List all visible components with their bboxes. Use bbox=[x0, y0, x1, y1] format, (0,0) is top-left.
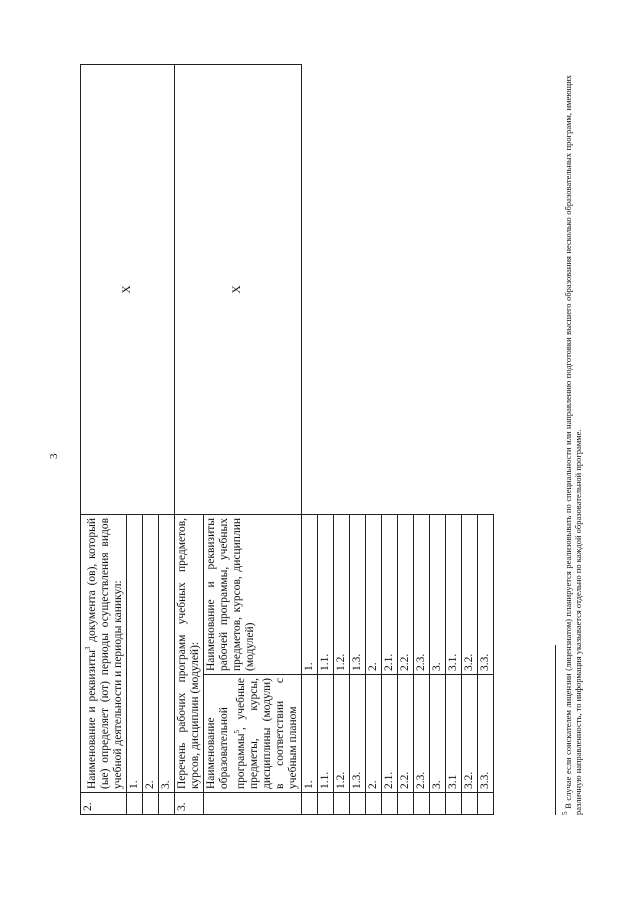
section3-row-right: 2.2. bbox=[397, 514, 413, 674]
section3-row bbox=[365, 64, 381, 814]
section3-row-left: 3. bbox=[429, 675, 445, 793]
section3-row-left: 1.3. bbox=[349, 675, 365, 793]
section3-row bbox=[397, 64, 413, 814]
section3-row-left: 2.2. bbox=[397, 675, 413, 793]
section3-row-left: 1.2. bbox=[333, 675, 349, 793]
footnote-divider bbox=[555, 645, 556, 815]
section3-row-right: 1.2. bbox=[333, 514, 349, 674]
section2-row-label: 1. bbox=[126, 514, 142, 792]
section3-row bbox=[429, 64, 445, 814]
section2-title: Наименование и реквизиты$^3$ документа (ов), который (ые) определяет (ют) периоды осуществления видов учебной деятельности и периоды каникул: bbox=[81, 514, 127, 792]
section2-row-label: 3. bbox=[158, 514, 174, 792]
page-number: 3 bbox=[48, 453, 60, 459]
section3-row bbox=[461, 64, 477, 814]
section2-row-label: 2. bbox=[142, 514, 158, 792]
section3-row bbox=[317, 64, 333, 814]
section3-row-left: 1.1. bbox=[317, 675, 333, 793]
section3-row-right: 1. bbox=[301, 514, 317, 674]
section3-row-right: 3.3. bbox=[477, 514, 493, 674]
section3-header-row bbox=[174, 64, 203, 814]
section3-row bbox=[477, 64, 493, 814]
section3-row bbox=[413, 64, 429, 814]
section3-row-right: 3. bbox=[429, 514, 445, 674]
section3-row-left: 1. bbox=[301, 675, 317, 793]
section3-x-mark: X bbox=[174, 64, 301, 514]
section2-number: 2. bbox=[81, 793, 127, 815]
section3-row-left: 2. bbox=[365, 675, 381, 793]
section3-title: Перечень рабочих программ учебных предметов, курсов, дисциплин (модулей): bbox=[174, 514, 203, 792]
section3-row bbox=[349, 64, 365, 814]
section3-row bbox=[445, 64, 461, 814]
section3-number: 3. bbox=[174, 793, 203, 815]
section3-col1-header: Наименование образовательной программы$^5$, учебные предметы, курсы, дисциплины (модули) в соответствии с учебным планом bbox=[203, 675, 301, 793]
section3-col2-header: Наименование и реквизиты рабочей программы, учебных предметов, курсов, дисциплин (модулей) bbox=[203, 514, 301, 674]
footnote: $^5$ В случае если соискателем лицензии (лицензиатом) планируется реализовывать по специальности или направлению подготовки высшего образования несколько образовательных программ, имеющих различную направленность, то информация указывается отдельно по каждой образовательной программе. bbox=[561, 75, 583, 815]
section3-row-left: 2.3. bbox=[413, 675, 429, 793]
section3-row bbox=[301, 64, 317, 814]
license-table bbox=[80, 64, 494, 815]
section3-row-right: 2.3. bbox=[413, 514, 429, 674]
section3-row-left: 3.1 bbox=[445, 675, 461, 793]
section3-row-right: 3.2. bbox=[461, 514, 477, 674]
section3-row bbox=[381, 64, 397, 814]
section3-row-left: 3.2. bbox=[461, 675, 477, 793]
section3-row-right: 1.3. bbox=[349, 514, 365, 674]
section2-x-mark: X bbox=[81, 64, 175, 514]
section3-row-left: 2.1. bbox=[381, 675, 397, 793]
section3-row-right: 1.1. bbox=[317, 514, 333, 674]
section3-row-right: 2. bbox=[365, 514, 381, 674]
section3-row-right: 3.1. bbox=[445, 514, 461, 674]
section3-row-right: 2.1. bbox=[381, 514, 397, 674]
section3-row-left: 3.3. bbox=[477, 675, 493, 793]
section2-header-row bbox=[81, 64, 127, 814]
section3-row bbox=[333, 64, 349, 814]
